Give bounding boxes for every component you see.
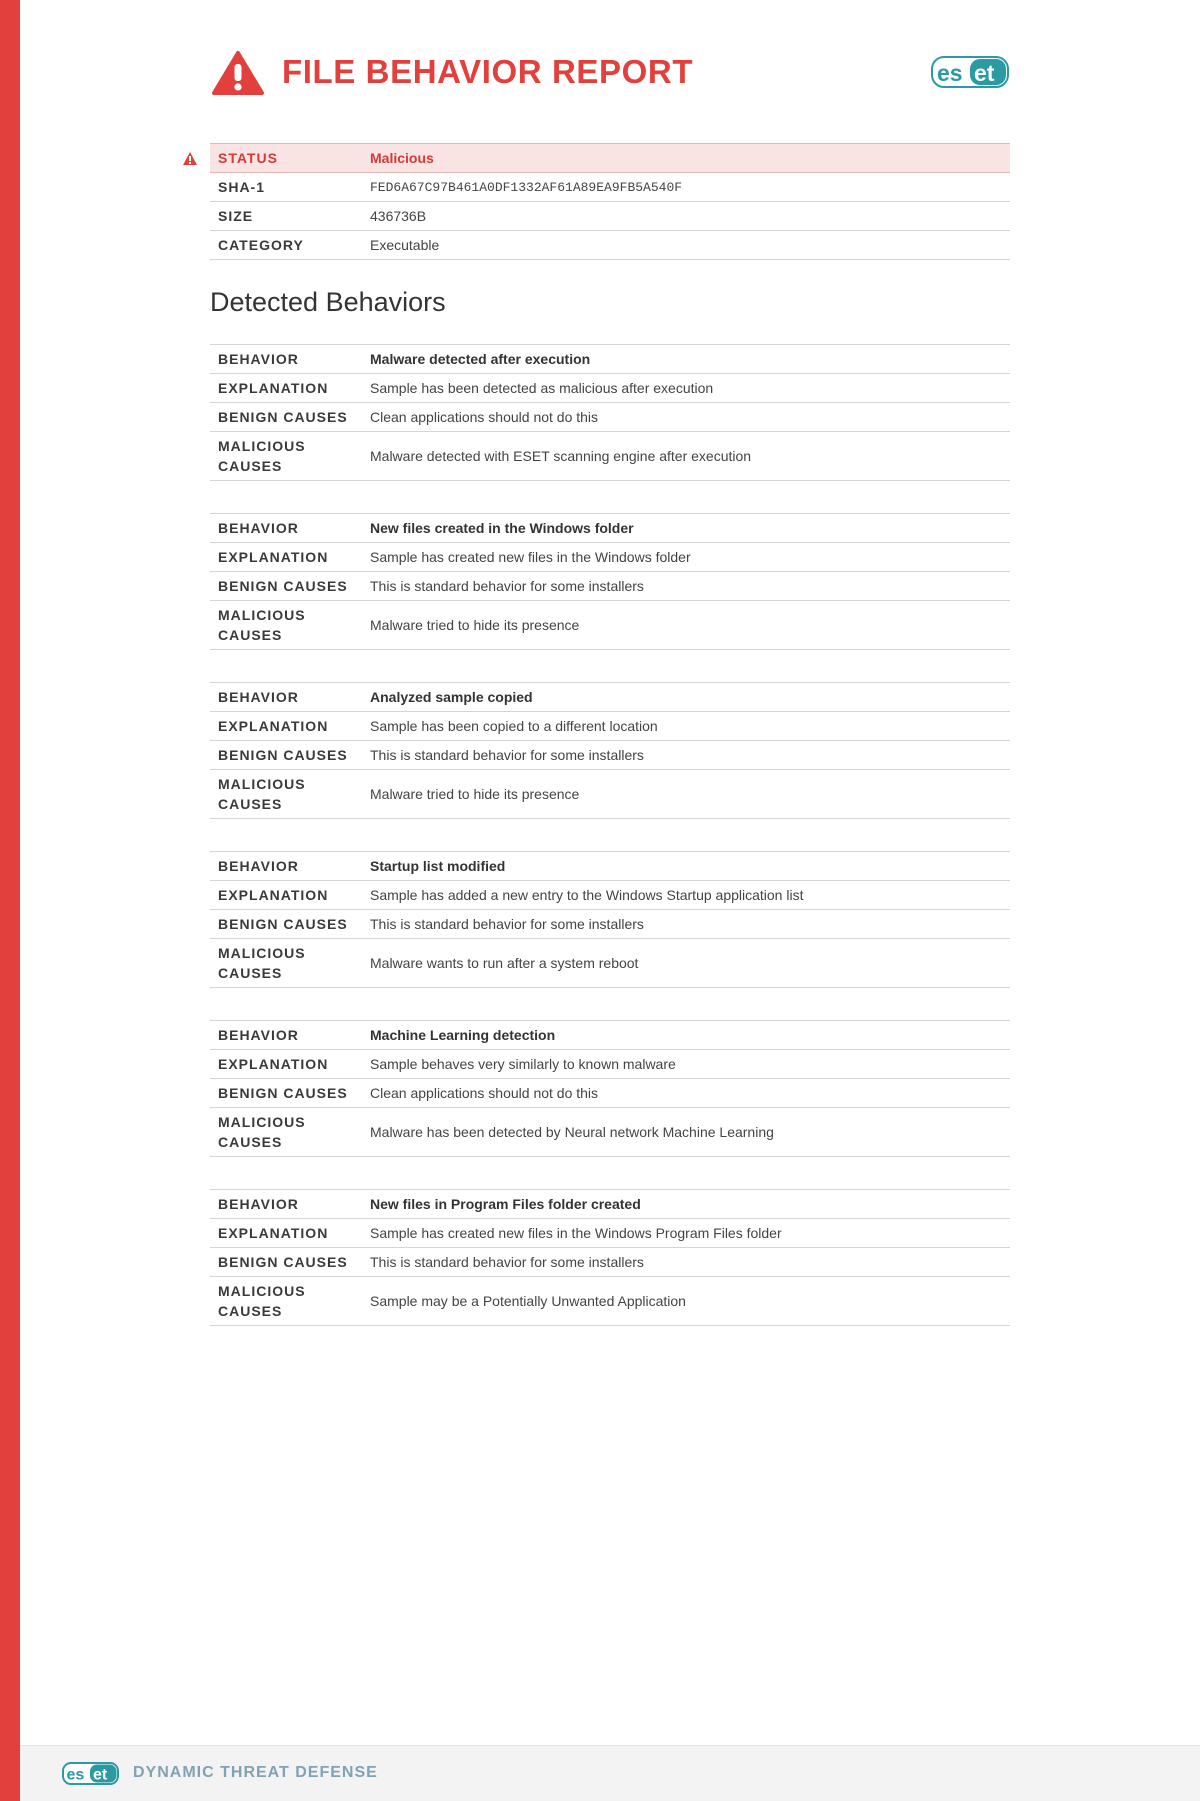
malicious-causes-row — [210, 1277, 1010, 1326]
report-title: FILE BEHAVIOR REPORT — [282, 53, 694, 90]
malicious-causes-row — [210, 432, 1010, 481]
malicious-causes-row — [210, 939, 1010, 988]
behavior-row — [210, 345, 1010, 374]
benign-causes-value: This is standard behavior for some installers — [370, 572, 1010, 601]
malicious-causes-label — [210, 601, 370, 650]
behavior-row — [210, 1190, 1010, 1219]
malicious-label-line1: MALICIOUS — [218, 776, 306, 792]
sha1-row — [210, 173, 1010, 202]
behavior-table — [210, 1020, 1010, 1157]
benign-causes-value: This is standard behavior for some installers — [370, 910, 1010, 939]
malicious-causes-value: Malware wants to run after a system reboot — [370, 939, 1010, 988]
status-warning-icon — [182, 151, 198, 166]
benign-causes-row — [210, 1248, 1010, 1277]
explanation-row — [210, 712, 1010, 741]
malicious-label-line2: CAUSES — [218, 627, 283, 643]
behavior-label: BEHAVIOR — [210, 514, 370, 543]
left-accent-bar — [0, 0, 20, 1801]
malicious-causes-row — [210, 1108, 1010, 1157]
report-header — [212, 48, 1012, 98]
behavior-table — [210, 851, 1010, 988]
malicious-causes-row — [210, 770, 1010, 819]
product-name: DYNAMIC THREAT DEFENSE — [133, 1764, 378, 1781]
malicious-label-line2: CAUSES — [218, 1134, 283, 1150]
explanation-row — [210, 374, 1010, 403]
malicious-label-line1: MALICIOUS — [218, 1283, 306, 1299]
behavior-table — [210, 1189, 1010, 1326]
malicious-causes-value: Malware has been detected by Neural network Machine Learning — [370, 1108, 1010, 1157]
benign-causes-row — [210, 741, 1010, 770]
behavior-row — [210, 514, 1010, 543]
explanation-row — [210, 881, 1010, 910]
benign-causes-row — [210, 403, 1010, 432]
behavior-row — [210, 1021, 1010, 1050]
behavior-value: Malware detected after execution — [370, 345, 1010, 374]
malicious-label-line2: CAUSES — [218, 965, 283, 981]
malicious-causes-value: Malware detected with ESET scanning engine after execution — [370, 432, 1010, 481]
benign-causes-value: This is standard behavior for some installers — [370, 1248, 1010, 1277]
behavior-value: New files created in the Windows folder — [370, 514, 1010, 543]
malicious-causes-value: Sample may be a Potentially Unwanted Application — [370, 1277, 1010, 1326]
explanation-value: Sample has created new files in the Windows folder — [370, 543, 1010, 572]
explanation-row — [210, 1219, 1010, 1248]
explanation-label: EXPLANATION — [210, 712, 370, 741]
status-row — [210, 144, 1010, 173]
explanation-row — [210, 543, 1010, 572]
explanation-row — [210, 1050, 1010, 1079]
behavior-table — [210, 344, 1010, 481]
explanation-label: EXPLANATION — [210, 881, 370, 910]
benign-causes-label: BENIGN CAUSES — [210, 910, 370, 939]
warning-triangle-icon — [212, 50, 264, 96]
benign-causes-value: Clean applications should not do this — [370, 1079, 1010, 1108]
behavior-label: BEHAVIOR — [210, 1021, 370, 1050]
explanation-label: EXPLANATION — [210, 374, 370, 403]
footer-eset-logo — [62, 1762, 119, 1785]
page-footer — [20, 1745, 1200, 1801]
footer-logo-text-right: et — [93, 1766, 108, 1784]
benign-causes-label: BENIGN CAUSES — [210, 572, 370, 601]
malicious-label-line1: MALICIOUS — [218, 945, 306, 961]
malicious-causes-label — [210, 1108, 370, 1157]
behavior-label: BEHAVIOR — [210, 345, 370, 374]
benign-causes-label: BENIGN CAUSES — [210, 1248, 370, 1277]
benign-causes-label: BENIGN CAUSES — [210, 1079, 370, 1108]
explanation-value: Sample has created new files in the Windows Program Files folder — [370, 1219, 1010, 1248]
behavior-label: BEHAVIOR — [210, 852, 370, 881]
benign-causes-row — [210, 572, 1010, 601]
size-row — [210, 202, 1010, 231]
behavior-row — [210, 852, 1010, 881]
malicious-causes-value: Malware tried to hide its presence — [370, 770, 1010, 819]
benign-causes-row — [210, 1079, 1010, 1108]
malicious-label-line1: MALICIOUS — [218, 607, 306, 623]
malicious-causes-value: Malware tried to hide its presence — [370, 601, 1010, 650]
category-value: Executable — [370, 231, 1010, 260]
footer-logo-text-left: es — [66, 1766, 85, 1784]
size-label: SIZE — [210, 202, 370, 231]
explanation-value: Sample has been copied to a different location — [370, 712, 1010, 741]
behavior-value: Machine Learning detection — [370, 1021, 1010, 1050]
status-value: Malicious — [370, 144, 1010, 173]
malicious-label-line1: MALICIOUS — [218, 438, 306, 454]
eset-logo-text-right: et — [974, 60, 995, 86]
explanation-value: Sample has been detected as malicious after execution — [370, 374, 1010, 403]
behavior-row — [210, 683, 1010, 712]
explanation-label: EXPLANATION — [210, 1219, 370, 1248]
behavior-value: New files in Program Files folder created — [370, 1190, 1010, 1219]
explanation-value: Sample has added a new entry to the Windows Startup application list — [370, 881, 1010, 910]
malicious-causes-label — [210, 432, 370, 481]
explanation-label: EXPLANATION — [210, 543, 370, 572]
malicious-causes-label — [210, 939, 370, 988]
benign-causes-label: BENIGN CAUSES — [210, 403, 370, 432]
sha1-label: SHA-1 — [210, 173, 370, 202]
malicious-label-line2: CAUSES — [218, 458, 283, 474]
category-label: CATEGORY — [210, 231, 370, 260]
benign-causes-row — [210, 910, 1010, 939]
explanation-label: EXPLANATION — [210, 1050, 370, 1079]
behavior-table — [210, 513, 1010, 650]
benign-causes-label: BENIGN CAUSES — [210, 741, 370, 770]
malicious-causes-row — [210, 601, 1010, 650]
eset-logo-text-left: es — [937, 60, 963, 86]
benign-causes-value: Clean applications should not do this — [370, 403, 1010, 432]
malicious-causes-label — [210, 770, 370, 819]
sha1-value: FED6A67C97B461A0DF1332AF61A89EA9FB5A540F — [370, 173, 1010, 202]
benign-causes-value: This is standard behavior for some installers — [370, 741, 1010, 770]
eset-logo — [931, 56, 1009, 88]
behavior-label: BEHAVIOR — [210, 1190, 370, 1219]
behavior-label: BEHAVIOR — [210, 683, 370, 712]
explanation-value: Sample behaves very similarly to known malware — [370, 1050, 1010, 1079]
behavior-value: Startup list modified — [370, 852, 1010, 881]
malicious-label-line1: MALICIOUS — [218, 1114, 306, 1130]
file-summary-table — [210, 143, 1010, 260]
behavior-value: Analyzed sample copied — [370, 683, 1010, 712]
malicious-label-line2: CAUSES — [218, 1303, 283, 1319]
malicious-label-line2: CAUSES — [218, 796, 283, 812]
malicious-causes-label — [210, 1277, 370, 1326]
status-label: STATUS — [210, 144, 370, 173]
behavior-table — [210, 682, 1010, 819]
detected-behaviors-heading: Detected Behaviors — [210, 287, 446, 317]
size-value: 436736B — [370, 202, 1010, 231]
category-row — [210, 231, 1010, 260]
